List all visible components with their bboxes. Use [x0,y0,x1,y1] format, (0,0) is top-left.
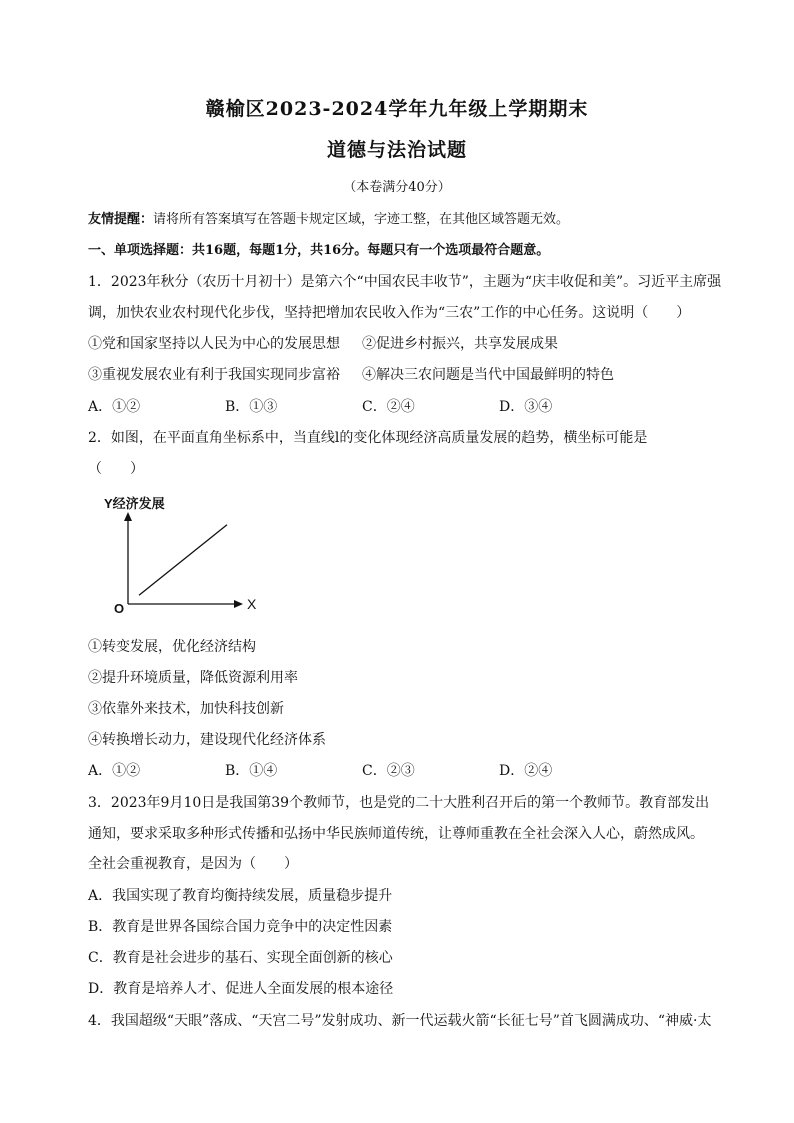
chart-y-arrow [124,512,132,521]
q2-statement-1: ①转变发展，优化经济结构 [88,639,256,655]
reminder [88,208,569,227]
q2-option-a[interactable]: A．①② [88,763,141,779]
q1-statement-2: ②促进乡村振兴，共享发展成果 [362,336,558,352]
q1-line2: 调，加快农业农村现代化步伐，坚持把增加农民收入作为“三农”工作的中心任务。这说明（ ） [88,305,691,321]
chart-xlabel: X [247,596,257,612]
q2-options [88,760,552,780]
q1-option-d[interactable]: D．③④ [499,399,553,415]
q2-line2: （ ） [88,461,144,477]
exam-subtitle: 道德与法治试题 [326,139,467,161]
chart-origin-label: O [114,601,125,616]
reminder-text: 请将所有答案填写在答题卡规定区域，字迹工整，在其他区域答题无效。 [153,212,570,227]
q2-line1: 2．如图，在平面直角坐标系中，当直线l的变化体现经济高质量发展的趋势，横坐标可能是 [88,430,648,446]
exam-title: 赣榆区2023-2024学年九年级上学期期末 [205,98,589,120]
q1-statements-row2 [88,364,614,384]
q2-option-d[interactable]: D．②④ [499,763,553,779]
q2-statement-3: ③依靠外来技术，加快科技创新 [88,701,284,717]
q3-option-c[interactable]: C．教育是社会进步的基石、实现全面创新的核心 [88,950,393,966]
chart-series-line-l [139,525,227,595]
q1-option-a[interactable]: A．①② [88,399,141,415]
q1-option-b[interactable]: B．①③ [225,399,278,415]
q3-option-d[interactable]: D．教育是培养人才、促进人全面发展的根本途径 [88,981,394,997]
reminder-label: 友情提醒： [88,212,154,227]
q1-statement-4: ④解决三农问题是当代中国最鲜明的特色 [362,367,614,383]
q2-statement-4: ④转换增长动力，建设现代化经济体系 [88,732,326,748]
score-note: （本卷满分40分） [343,180,451,195]
q3-line3: 全社会重视教育，是因为（ ） [88,856,298,872]
q3-line1: 3．2023年9月10日是我国第39个教师节，也是党的二十大胜利召开后的第一个教师节。教育部发出 [88,795,710,811]
section1-heading: 一、单项选择题：共16题，每题1分，共16分。每题只有一个选项最符合题意。 [88,243,550,258]
q3-option-b[interactable]: B．教育是世界各国综合国力竞争中的决定性因素 [88,919,393,935]
q1-statement-3: ③重视发展农业有利于我国实现同步富裕 [88,367,340,383]
q2-line-chart [100,492,270,617]
q1-line1: 1．2023年秋分（农历十月初十）是第六个“中国农民丰收节”，主题为“庆丰收促和美”。习近平主席强 [88,274,722,290]
q2-option-c[interactable]: C．②③ [362,763,415,779]
q2-option-b[interactable]: B．①④ [225,763,278,779]
q4-line1: 4．我国超级“天眼”落成、“天宫二号”发射成功、新一代运载火箭“长征七号”首飞圆满成功、“神威·太 [88,1013,712,1029]
q1-option-c[interactable]: C．②④ [362,399,415,415]
q2-statement-2: ②提升环境质量，降低资源利用率 [88,670,298,686]
q3-option-a[interactable]: A．我国实现了教育均衡持续发展，质量稳步提升 [88,888,393,904]
chart-ylabel: Y经济发展 [104,496,165,511]
q1-options [88,396,552,416]
q1-statement-1: ①党和国家坚持以人民为中心的发展思想 [88,336,340,352]
q3-line2: 通知，要求采取多种形式传播和弘扬中华民族师道传统，让尊师重教在全社会深入人心，蔚然成风。 [88,826,704,842]
q1-statements-row1 [88,333,558,353]
chart-x-arrow [234,600,243,608]
